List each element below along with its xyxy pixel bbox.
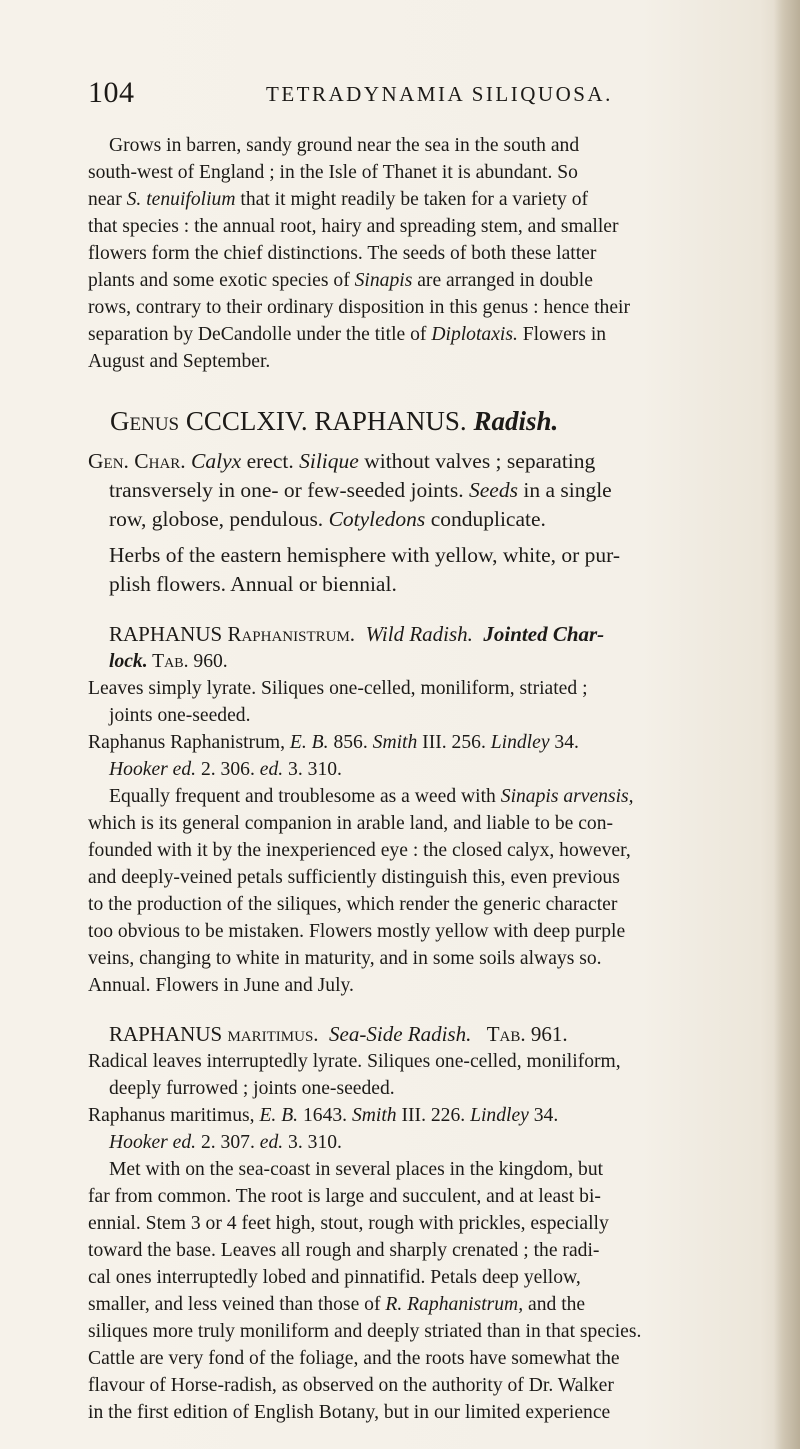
text-line: to the production of the siliques, which render the generic character bbox=[88, 894, 618, 915]
body-text bbox=[88, 132, 760, 1426]
text-line: August and September. bbox=[88, 351, 271, 372]
text-line: founded with it by the inexperienced eye : the closed calyx, however, bbox=[88, 840, 631, 861]
intro-paragraph bbox=[88, 132, 760, 375]
text-line: Cattle are very fond of the foliage, and the roots have somewhat the bbox=[88, 1348, 620, 1369]
text-line: plish flowers. Annual or biennial. bbox=[109, 572, 397, 596]
text-line: Met with on the sea-coast in several places in the kingdom, but bbox=[109, 1159, 604, 1180]
text-line: cal ones interruptedly lobed and pinnatifid. Petals deep yellow, bbox=[88, 1267, 581, 1288]
page-edge-shadow bbox=[774, 0, 800, 1449]
text-line: Equally frequent and troublesome as a weed with Sinapis arvensis, bbox=[109, 786, 634, 807]
text-line: Raphanus Raphanistrum, E. B. 856. Smith III. 256. Lindley 34. bbox=[88, 732, 579, 753]
text-line: Annual. Flowers in June and July. bbox=[88, 975, 354, 996]
text-line: toward the base. Leaves all rough and sharply crenated ; the radi- bbox=[88, 1240, 600, 1261]
text-line: Grows in barren, sandy ground near the sea in the south and bbox=[109, 135, 580, 156]
species-entry-raphanistrum bbox=[88, 621, 760, 999]
text-line: Radical leaves interruptedly lyrate. Siliques one-celled, moniliform, bbox=[88, 1051, 621, 1072]
text-line: near S. tenuifolium that it might readily be taken for a variety of bbox=[88, 189, 589, 210]
text-line: flowers form the chief distinctions. The seeds of both these latter bbox=[88, 243, 597, 264]
text-line: transversely in one- or few-seeded joints. Seeds in a single bbox=[109, 478, 612, 502]
text-line: separation by DeCandolle under the title of Diplotaxis. Flowers in bbox=[88, 324, 607, 345]
text-line: deeply furrowed ; joints one-seeded. bbox=[109, 1078, 395, 1099]
text-line: Leaves simply lyrate. Siliques one-celled, moniliform, striated ; bbox=[88, 678, 588, 699]
text-line: lock. Tab. 960. bbox=[109, 651, 228, 672]
text-line: siliques more truly moniliform and deeply striated than in that species. bbox=[88, 1321, 642, 1342]
text-line: smaller, and less veined than those of R. Raphanistrum, and the bbox=[88, 1294, 586, 1315]
text-line: Herbs of the eastern hemisphere with yellow, white, or pur- bbox=[109, 543, 621, 567]
species-entry-maritimus bbox=[88, 1021, 760, 1426]
species-heading: RAPHANUS Raphanistrum. Wild Radish. Jointed Char- bbox=[109, 622, 605, 646]
text-line: Hooker ed. 2. 306. ed. 3. 310. bbox=[109, 759, 342, 780]
generic-character bbox=[88, 447, 760, 599]
text-line: south-west of England ; in the Isle of Thanet it is abundant. So bbox=[88, 162, 578, 183]
text-line: flavour of Horse-radish, as observed on the authority of Dr. Walker bbox=[88, 1375, 614, 1396]
text-line: that species : the annual root, hairy and spreading stem, and smaller bbox=[88, 216, 619, 237]
text-line: in the first edition of English Botany, but in our limited experience bbox=[88, 1402, 611, 1423]
species-heading: RAPHANUS maritimus. Sea-Side Radish. Tab. 961. bbox=[109, 1022, 568, 1046]
text-line: Gen. Char. Calyx erect. Silique without valves ; separating bbox=[88, 449, 596, 473]
text-line: far from common. The root is large and succulent, and at least bi- bbox=[88, 1186, 601, 1207]
page-number: 104 bbox=[88, 76, 135, 109]
text-line: Raphanus maritimus, E. B. 1643. Smith III. 226. Lindley 34. bbox=[88, 1105, 559, 1126]
text-line: too obvious to be mistaken. Flowers mostly yellow with deep purple bbox=[88, 921, 626, 942]
text-line: which is its general companion in arable land, and liable to be con- bbox=[88, 813, 614, 834]
text-line: veins, changing to white in maturity, and in some soils always so. bbox=[88, 948, 602, 969]
text-line: ennial. Stem 3 or 4 feet high, stout, rough with prickles, especially bbox=[88, 1213, 609, 1234]
text-line: Hooker ed. 2. 307. ed. 3. 310. bbox=[109, 1132, 342, 1153]
text-line: and deeply-veined petals sufficiently distinguish this, even previous bbox=[88, 867, 620, 888]
running-title: TETRADYNAMIA SILIQUOSA. bbox=[266, 82, 613, 106]
text-line: joints one-seeded. bbox=[109, 705, 251, 726]
genus-heading: Genus CCCLXIV. RAPHANUS. Radish. bbox=[110, 406, 559, 436]
page-header bbox=[88, 76, 708, 116]
text-line: rows, contrary to their ordinary disposition in this genus : hence their bbox=[88, 297, 630, 318]
text-line: plants and some exotic species of Sinapis are arranged in double bbox=[88, 270, 593, 291]
text-line: row, globose, pendulous. Cotyledons conduplicate. bbox=[109, 507, 546, 531]
